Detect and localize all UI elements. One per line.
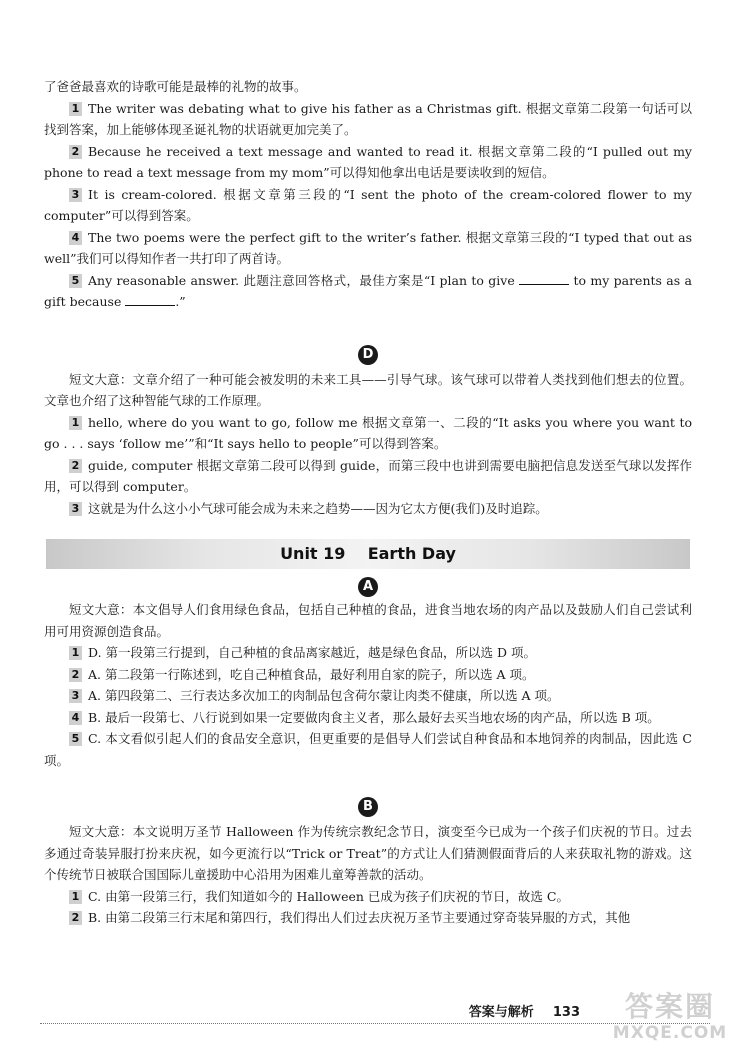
- answer-item: [44, 728, 692, 771]
- answer-number: 2: [69, 668, 82, 682]
- answer-item: [44, 886, 692, 908]
- answer-text: hello, where do you want to go, follow me 根据文章第一、二段的“It asks you where you want to go . . . says ‘follow me’”和“It says hello to people”可以得到答案。: [44, 414, 692, 451]
- answer-item: [44, 412, 692, 455]
- answer-text: The two poems were the perfect gift to the writer’s father. 根据文章第三段的“I typed that out as well”我们可以得知作者一共打印了两首诗。: [44, 229, 692, 266]
- answer-text: Any reasonable answer. 此题注意回答格式，最佳方案是“I plan to give: [88, 272, 515, 288]
- section-d-summary: 短文大意：文章介绍了一种可能会被发明的未来工具——引导气球。该气球可以带着人类找到他们想去的位置。文章也介绍了这种智能气球的工作原理。: [44, 371, 692, 408]
- answer-number: 4: [69, 231, 82, 245]
- answer-number: 5: [69, 732, 82, 746]
- watermark-bottom: MXQE.COM: [612, 1023, 728, 1043]
- answer-text: The writer was debating what to give his father as a Christmas gift. 根据文章第二段第一句话可以找到答案，加上能够体现圣诞礼物的状语就更加完美了。: [44, 100, 692, 137]
- answer-number: 1: [69, 102, 82, 116]
- answer-text: A. 第四段第二、三行表达多次加工的肉制品包含荷尔蒙让肉类不健康，所以选 A 项。: [88, 688, 560, 703]
- answer-number: 5: [69, 274, 82, 288]
- blank-line: [519, 274, 569, 285]
- section-a-header: [44, 575, 692, 597]
- watermark-top: 答案圈: [624, 990, 715, 1023]
- answer-text: A. 第二段第一行陈述到，吃自己种植食品，最好利用自家的院子，所以选 A 项。: [88, 666, 535, 682]
- answer-text: 这就是为什么这小小气球可能会成为未来之趋势——因为它太方便(我们)及时追踪。: [88, 500, 548, 516]
- answer-text: It is cream-colored. 根据文章第三段的“I sent the photo of the cream-colored flower to my computer”可以得到答案。: [44, 186, 692, 223]
- answer-item: [44, 98, 692, 141]
- unit-title: Unit 19 Earth Day: [280, 544, 456, 563]
- answer-number: 1: [69, 646, 82, 660]
- answer-item: [44, 907, 692, 929]
- section-b-header: [44, 795, 692, 817]
- answer-item: [44, 455, 692, 498]
- answer-item: [44, 184, 692, 227]
- answer-item: [44, 227, 692, 270]
- answer-text: D. 第一段第三行提到，自己种植的食品离家越近，越是绿色食品，所以选 D 项。: [88, 645, 536, 660]
- answer-item: [44, 642, 692, 664]
- answer-number: 1: [69, 890, 82, 904]
- answer-text: B. 最后一段第七、八行说到如果一定要做肉食主义者，那么最好去买当地农场的肉产品，所以选 B 项。: [88, 709, 660, 725]
- section-a-summary: 短文大意：本文倡导人们食用绿色食品，包括自己种植的食品，进食当地农场的肉产品以及鼓励人们自己尝试利用可用资源创造食品。: [44, 602, 692, 639]
- unit-banner: [46, 539, 690, 569]
- section-letter-badge: A: [358, 577, 378, 597]
- page-number: 133: [552, 1005, 580, 1020]
- watermark-logo: [600, 990, 740, 1048]
- answer-number: 2: [69, 459, 82, 473]
- answer-number: 1: [69, 416, 82, 430]
- answer-text: B. 由第二段第三行末尾和第四行，我们得出人们过去庆祝万圣节主要通过穿奇装异服的方式，其他: [88, 910, 631, 925]
- intro-tail: 了爸爸最喜欢的诗歌可能是最棒的礼物的故事。: [44, 79, 307, 94]
- answer-number: 4: [69, 711, 82, 725]
- answer-text: to my parents as a gift because: [44, 272, 692, 309]
- answer-item: [44, 664, 692, 686]
- answer-number: 3: [69, 502, 82, 516]
- answer-item: [44, 498, 692, 520]
- section-b-summary: 短文大意：本文说明万圣节 Halloween 作为传统宗教纪念节日，演变至今已成为一个孩子们庆祝的节日。过去多通过奇装异服打扮来庆祝，如今更流行以“Trick or Treat”的方式让人们猜测假面背后的人来获取礼物的游戏。这个传统节日被联合国国际儿童援助中心沿用为困难儿童筹善款的活动。: [44, 824, 692, 882]
- footer: [469, 1001, 580, 1020]
- answer-item: [44, 685, 692, 707]
- answer-item: [44, 141, 692, 184]
- answer-item: [44, 707, 692, 729]
- answer-text: Because he received a text message and wanted to read it. 根据文章第二段的“I pulled out my phone to read a text message from my mom”可以得知他拿出电话是要读收到的短信。: [44, 143, 692, 180]
- page-content: [44, 76, 692, 929]
- footer-label: 答案与解析: [468, 1005, 534, 1020]
- answer-text: C. 由第一段第三行，我们知道如今的 Halloween 已成为孩子们庆祝的节日，故选 C。: [88, 888, 569, 904]
- section-letter-badge: D: [358, 345, 378, 365]
- section-d-header: [44, 343, 692, 365]
- answer-number: 2: [69, 145, 82, 159]
- blank-line: [125, 295, 175, 306]
- answer-text: C. 本文看似引起人们的食品安全意识，但更重要的是倡导人们尝试自种食品和本地饲养的肉制品，因此选 C 项。: [44, 731, 692, 768]
- answer-item: [44, 270, 692, 313]
- answer-number: 2: [69, 911, 82, 925]
- section-letter-badge: B: [358, 797, 378, 817]
- answer-text: .”: [175, 294, 186, 309]
- answer-number: 3: [69, 188, 82, 202]
- section-c-answers: [44, 98, 692, 313]
- answer-number: 3: [69, 689, 82, 703]
- answer-text: guide, computer 根据文章第二段可以得到 guide，而第三段中也讲到需要电脑把信息发送至气球以发挥作用，可以得到 computer。: [44, 457, 692, 494]
